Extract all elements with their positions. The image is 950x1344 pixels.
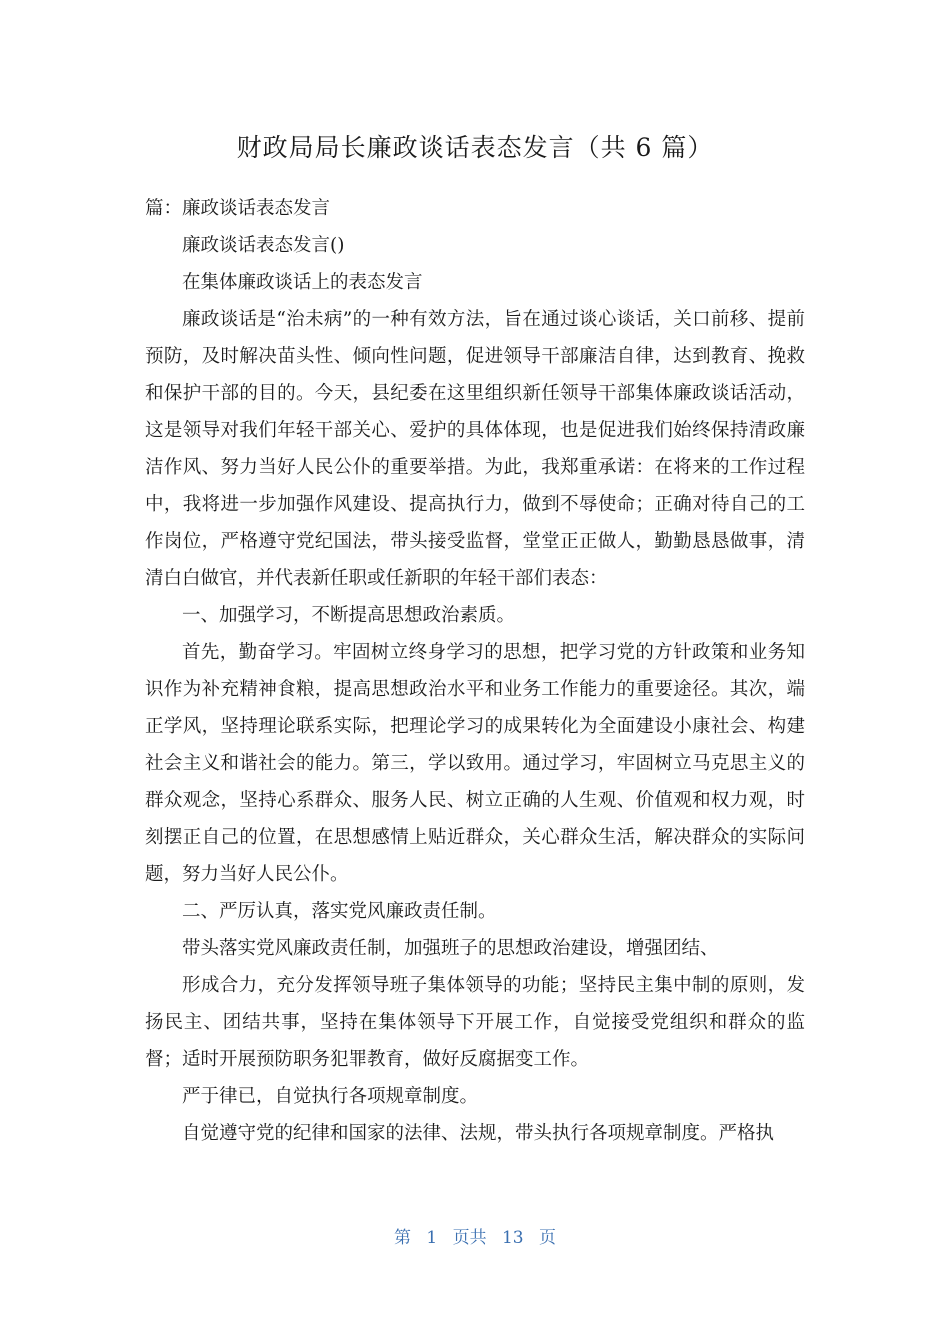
paragraph: 自觉遵守党的纪律和国家的法律、法规，带头执行各项规章制度。严格执: [182, 1123, 775, 1144]
paragraph: 严于律已，自觉执行各项规章制度。: [182, 1086, 479, 1107]
section-heading: 篇：廉政谈话表态发言: [145, 198, 331, 219]
paragraph: 廉政谈话是“治未病”的一种有效方法，旨在通过谈心谈话，关口前移、提前预防，及时解决苗头性、倾向性问题，促进领导干部廉洁自律，达到教育、挽救和保护干部的目的。今天，县纪委在这里组织新任领导干部集体廉政谈话活动，这是领导对我们年轻干部关心、爱护的具体体现，也是促进我们始终保持清政廉洁作风、努力当好人民公仆的重要举措。为此，我郑重承诺：在将来的工作过程中，我将进一步加强作风建设、提高执行力，做到不辱使命；正确对待自己的工作岗位，严格遵守党纪国法，带头接受监督，堂堂正正做人，勤勤恳恳做事，清清白白做官，并代表新任职或任新职的年轻干部们表态：: [145, 309, 805, 589]
paragraph: 廉政谈话表态发言(): [182, 235, 345, 256]
paragraph: 在集体廉政谈话上的表态发言: [182, 272, 423, 293]
paragraph: 二、严厉认真，落实党风廉政责任制。: [182, 901, 497, 922]
document-title: 财政局局长廉政谈话表态发言（共 6 篇）: [236, 133, 714, 162]
paragraph: 一、加强学习，不断提高思想政治素质。: [182, 605, 516, 626]
page-number-footer: 第 1 页共 13 页: [393, 1228, 557, 1248]
paragraph: 首先，勤奋学习。牢固树立终身学习的思想，把学习党的方针政策和业务知识作为补充精神食粮，提高思想政治水平和业务工作能力的重要途径。其次，端正学风，坚持理论联系实际，把理论学习的成果转化为全面建设小康社会、构建社会主义和谐社会的能力。第三，学以致用。通过学习，牢固树立马克思主义的群众观念，坚持心系群众、服务人民、树立正确的人生观、价值观和权力观，时刻摆正自己的位置，在思想感情上贴近群众，关心群众生活，解决群众的实际问题，努力当好人民公仆。: [145, 642, 805, 885]
paragraph: 形成合力，充分发挥领导班子集体领导的功能；坚持民主集中制的原则，发扬民主、团结共事，坚持在集体领导下开展工作，自觉接受党组织和群众的监督；适时开展预防职务犯罪教育，做好反腐据变工作。: [145, 975, 805, 1070]
document-body: [145, 190, 805, 1152]
paragraph: 带头落实党风廉政责任制，加强班子的思想政治建设，增强团结、: [182, 938, 719, 959]
